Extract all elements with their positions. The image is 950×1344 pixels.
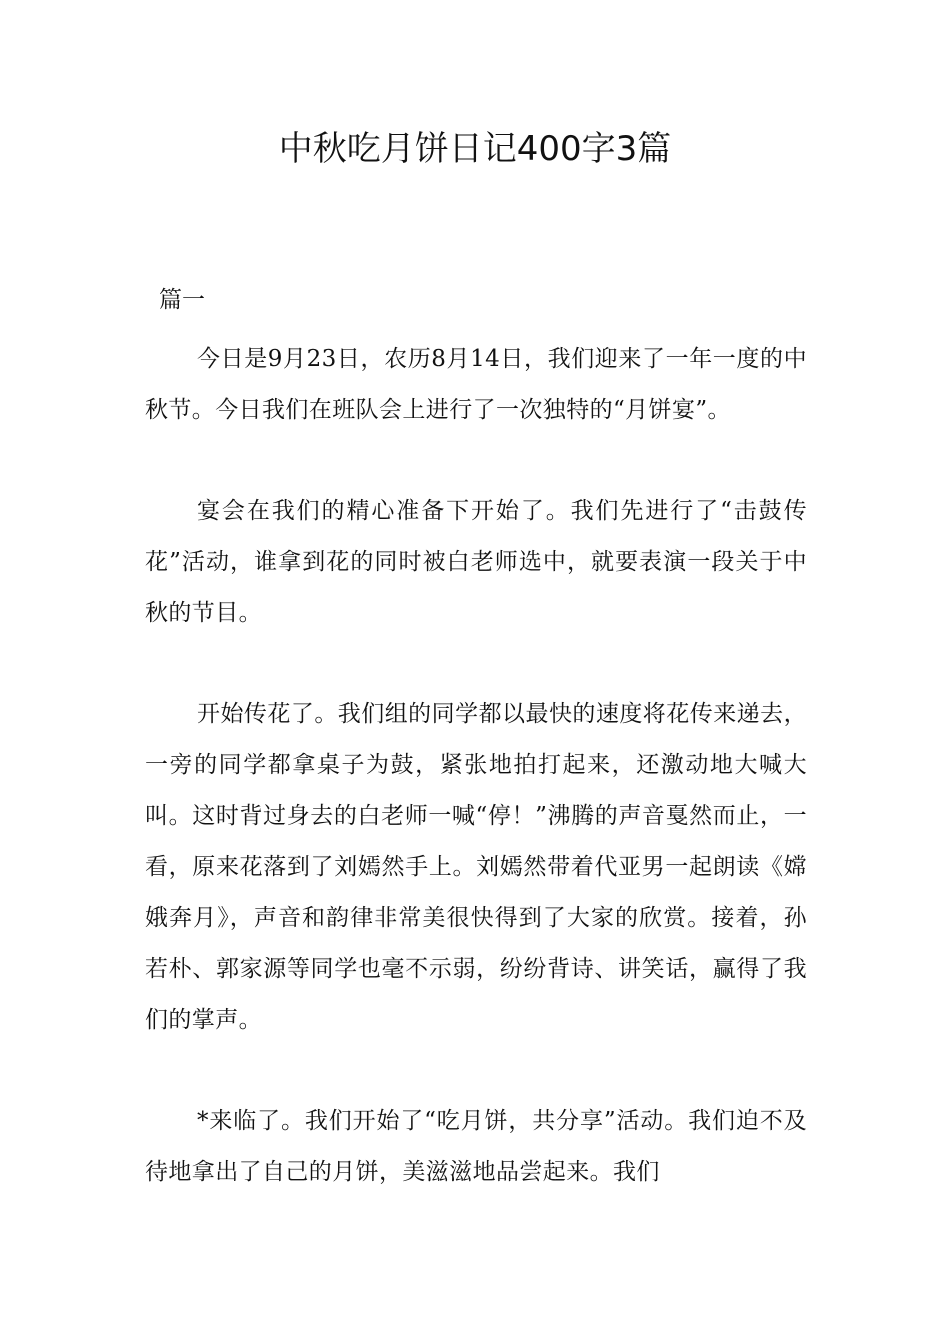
paragraph-2: 宴会在我们的精心准备下开始了。我们先进行了“击鼓传花”活动，谁拿到花的同时被白老师选中，就要表演一段关于中秋的节目。 [145,498,807,626]
section-heading: 篇一 [159,287,205,313]
document-body [145,280,807,1198]
document-title: 中秋吃月饼日记400字3篇 [278,129,672,169]
paragraph-3: 开始传花了。我们组的同学都以最快的速度将花传来递去，一旁的同学都拿桌子为鼓，紧张地拍打起来，还激动地大喊大叫。这时背过身去的白老师一喊“停！”沸腾的声音戛然而止，一看，原来花落到了刘嫣然手上。刘嫣然带着代亚男一起朗读《嫦娥奔月》，声音和韵律非常美很快得到了大家的欣赏。接着，孙若朴、郭家源等同学也毫不示弱，纷纷背诗、讲笑话，赢得了我们的掌声。 [145,701,807,1033]
paragraph-1: 今日是9月23日，农历8月14日，我们迎来了一年一度的中秋节。今日我们在班队会上进行了一次独特的“月饼宴”。 [145,346,807,423]
paragraph-4: *来临了。我们开始了“吃月饼，共分享”活动。我们迫不及待地拿出了自己的月饼，美滋滋地品尝起来。我们 [145,1108,807,1185]
